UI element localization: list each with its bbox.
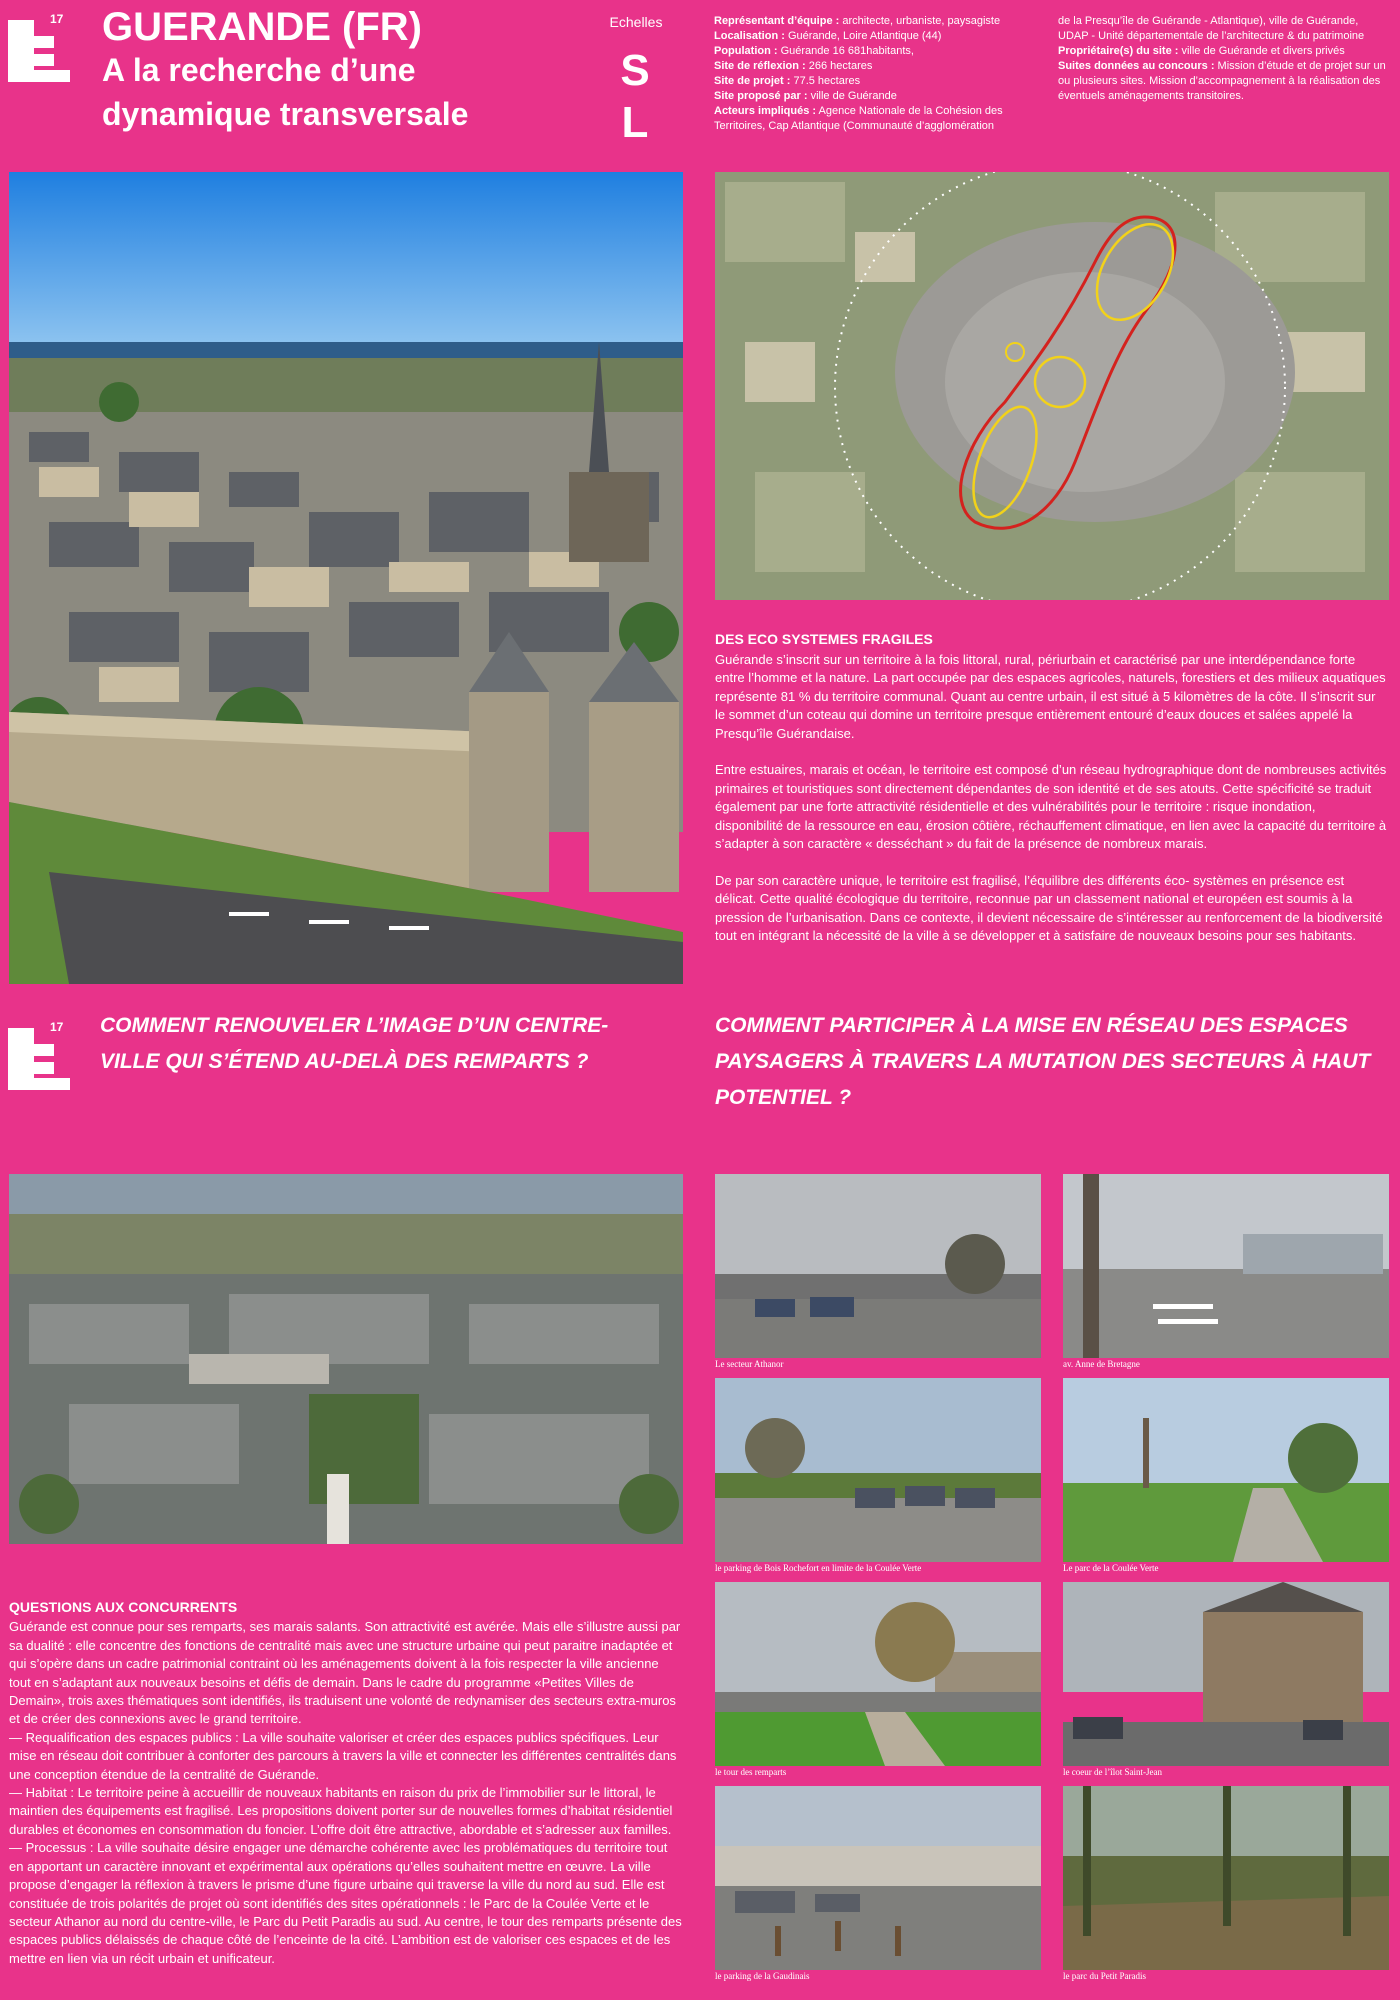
eco-heading: DES ECO SYSTEMES FRAGILES [715, 631, 933, 647]
caption-ilot-saint-jean: le coeur de l’îlot Saint-Jean [1063, 1767, 1162, 1777]
logo-number-2: 17 [50, 1020, 64, 1034]
photo-petit-paradis [1063, 1786, 1389, 1970]
caption-bois-rochefort: le parking de Bois Rochefort en limite de la Coulée Verte [715, 1563, 922, 1573]
question-title-2: COMMENT PARTICIPER À LA MISE EN RÉSEAU DES ESPACES PAYSAGERS À TRAVERS LA MUTATION DES SECTEURS À HAUT POTENTIEL ? [715, 1014, 1371, 1109]
photo-bois-rochefort [715, 1378, 1041, 1562]
caption-anne-de-bretagne: av. Anne de Bretagne [1063, 1359, 1140, 1369]
info-column-1: Représentant d’équipe : architecte, urbaniste, paysagiste Localisation : Guérande, Loire Atlantique (44) Population : Guérande 16 681habitants, Site de réflexion : 266 hectares Site de projet : 77.5 hectares Site proposé par : ville de Guérande Acteurs impliqués : Agence Nationale de la Cohésion des Territoires, Cap Atlantique (Communauté d’agglomération [714, 15, 1003, 132]
concurrents-paragraph-4: — Processus : La ville souhaite désire engager une démarche cohérente avec les problématiques du territoire tout en apportant un caractère innovant et expérimental aux opérations qu’elles souhaitent mettre en œuvre. La ville propose d’engager la réflexion à travers le prisme d’une figure urbaine qui traverse la ville du nord au sud. Elle est constituée de trois polarités de projet où sont identifiés des sites opérationnels : le Parc de la Coulée Verte et le secteur Athanor au nord du centre-ville, le Parc du Petit Paradis au sud. Au centre, le tour des remparts présente des espaces publics délaissés de chaque côté de l’enceinte de la cité. L’ambition est de valoriser ces espaces et de les mettre en lien via un récit urbain et unificateur. [9, 1840, 682, 1966]
europan-logo-2 [8, 1020, 70, 1090]
photo-gaudinais [715, 1786, 1041, 1970]
eco-paragraph-2: Entre estuaires, marais et océan, le territoire est composé d’un réseau hydrographique dont de nombreuses activités primaires et touristiques sont directement dépendantes de son identité et de ses atouts. Cette spécificité se traduit également par une forte attractivité résidentielle et des vulnérabilités pour le territoire : risque inondation, disponibilité de la ressource en eau, érosion côtière, réchauffement climatique, en lien avec la capacité du territoire à s’adapter à son caractère « desséchant » du fait de la présence de nombreux marais. [715, 762, 1387, 851]
eco-paragraph-1: Guérande s’inscrit sur un territoire à la fois littoral, rural, périurbain et caractérisé par une interdépendance forte entre l’homme et la nature. La part occupée par des espaces agricoles, naturels, forestiers et des milieux aquatiques représente 81 % du territoire communal. Quant au centre urbain, il est situé à 5 kilomètres de la côte. Il s’inscrit sur le sommet d’un coteau qui domine un territoire presque entièrement entouré d’eaux douces et salées appelé la Presqu’île Guérandaise. [715, 651, 1386, 741]
concurrents-section [9, 1598, 683, 1968]
eco-paragraph-3: De par son caractère unique, le territoire est fragilisé, l’équilibre des différents éco- systèmes en présence est délicat. Cette qualité écologique du territoire, reconnue par un classement national et européen est soumis à la pression de l’urbanisation. Dans ce contexte, il devient nécessaire de s’intéresser au renforcement de la biodiversité tout en intégrant la nécessité de la ville à se développer et à satisfaire de nouveaux besoins pour ses habitants. [715, 872, 1383, 943]
info-column-2: de la Presqu’île de Guérande - Atlantique), ville de Guérande, UDAP - Unité départementale de l’architecture & du patrimoine Propriétaire(s) du site : ville de Guérande et divers privés Suites données au concours : Mission d’étude et de projet sur un ou plusieurs sites. Mission d’accompagnement à la réalisation des éventuels aménagements transitoires. [1058, 15, 1386, 102]
europan-logo [8, 12, 70, 82]
photo-tour-remparts [715, 1582, 1041, 1766]
title-line1: GUERANDE (FR) [102, 5, 422, 49]
caption-tour-remparts: le tour des remparts [715, 1767, 787, 1777]
scale-s: S [620, 46, 650, 95]
aerial-photo-ramparts [9, 172, 683, 984]
title-line3: dynamique transversale [102, 96, 469, 132]
photo-anne-de-bretagne [1063, 1174, 1389, 1358]
aerial-photo-town [9, 1174, 683, 1544]
aerial-map [715, 172, 1389, 600]
eco-systems-section [715, 630, 1387, 964]
photo-athanor [715, 1174, 1041, 1358]
logo-number: 17 [50, 12, 64, 26]
concurrents-paragraph-2: — Requalification des espaces publics : La ville souhaite valoriser et créer des espaces publics spécifiques. Leur mise en réseau doit contribuer à conforter des parcours à travers la ville et connecter les différentes centralités dans une conception étendue de la centralité de Guérande. [9, 1729, 677, 1782]
scale-l: L [621, 98, 649, 147]
caption-petit-paradis: le parc du Petit Paradis [1063, 1971, 1146, 1981]
page-title [102, 6, 572, 136]
photo-ilot-saint-jean [1063, 1582, 1389, 1766]
concurrents-paragraph-1: Guérande est connue pour ses remparts, ses marais salants. Son attractivité est avérée. Mais elle s’illustre aussi par sa dualité : elle concentre des fonctions de centralité mais avec une structure urbaine qui peut paraitre inadaptée et qui s’opère dans un cadre patrimonial contraint où les aménagements doivent à la fois respecter la ville ancienne tout en s’adaptant aux nouveaux besoins et défis de demain. Dans le cadre du programme «Petites Villes de Demain», trois axes thématiques sont identifiés, ils traduisent une volonté de redynamiser des secteurs extra-muros et de créer des connexions avec le grand territoire. [9, 1619, 681, 1727]
concurrents-heading: QUESTIONS AUX CONCURRENTS [9, 1599, 238, 1615]
echelles-label: Echelles [609, 14, 663, 30]
concurrents-paragraph-3: — Habitat : Le territoire peine à accueillir de nouveaux habitants en raison du prix de l’immobilier sur le littoral, le maintien des équipements est fragilisé. Les propositions doivent porter sur de nouvelles formes d’habitat résidentiel durables et économes en consommation du foncier. L’offre doit être attractive, abordable et s’adresser aux familles. [9, 1785, 673, 1837]
photo-coulee-verte [1063, 1378, 1389, 1562]
caption-athanor: Le secteur Athanor [715, 1359, 784, 1369]
caption-gaudinais: le parking de la Gaudinais [715, 1971, 810, 1981]
caption-coulee-verte: Le parc de la Coulée Verte [1063, 1563, 1159, 1573]
question-title-1: COMMENT RENOUVELER L’IMAGE D’UN CENTRE-VILLE QUI S’ÉTEND AU-DELÀ DES REMPARTS ? [100, 1014, 609, 1073]
title-line2: A la recherche d’une [102, 52, 416, 88]
